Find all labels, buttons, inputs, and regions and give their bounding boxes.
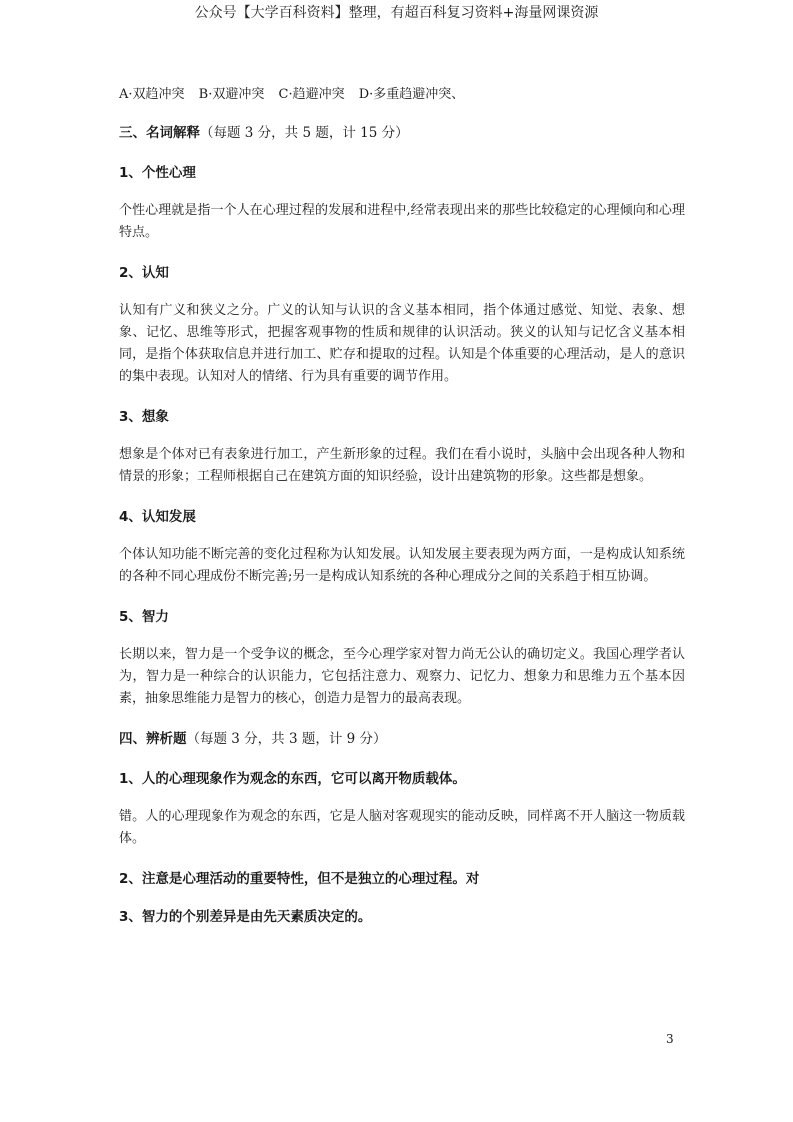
section-4-heading <box>119 728 685 750</box>
term-definition: 认知有广义和狭义之分。广义的认知与认识的含义基本相同，指个体通过感觉、知觉、表象、想象、记忆、思维等形式，把握客观事物的性质和规律的认识活动。狭义的认知与记忆含义基本相同，是指个体获取信息并进行加工、贮存和提取的过程。认知是个体重要的心理活动，是人的意识的集中表现。认知对人的情绪、行为具有重要的调节作用。 <box>119 303 685 384</box>
term-definition: 想象是个体对已有表象进行加工，产生新形象的过程。我们在看小说时，头脑中会出现各种人物和情景的形象；工程师根据自己在建筑方面的知识经验，设计出建筑物的形象。这些都是想象。 <box>119 447 685 484</box>
section-3-note: （每题 3 分，共 5 题，计 15 分） <box>200 125 409 141</box>
question-3: 3、智力的个别差异是由先天素质决定的。 <box>119 909 372 925</box>
answer-options <box>119 84 685 106</box>
page-header: 公众号【大学百科资料】整理，有超百科复习资料+海量网课资源 <box>194 5 599 21</box>
section-4-title: 四、辨析题 <box>119 731 187 747</box>
option-b: B·双避冲突 <box>198 87 265 102</box>
answer-1: 错。人的心理现象作为观念的东西，它是人脑对客观现实的能动反映，同样离不开人脑这一物质载体。 <box>119 809 685 846</box>
term-heading: 1、个性心理 <box>119 165 196 181</box>
term-definition: 个性心理就是指一个人在心理过程的发展和进程中,经常表现出来的那些比较稳定的心理倾向和心理特点。 <box>119 203 685 240</box>
section-3-title: 三、名词解释 <box>119 125 200 141</box>
question-2: 2、注意是心理活动的重要特性，但不是独立的心理过程。对 <box>119 871 480 887</box>
term-heading: 4、认知发展 <box>119 509 196 525</box>
option-c: C·趋避冲突 <box>278 87 345 102</box>
page-number: 3 <box>666 1032 674 1046</box>
term-heading: 3、想象 <box>119 409 169 425</box>
document-body <box>119 84 685 944</box>
term-definition: 个体认知功能不断完善的变化过程称为认知发展。认知发展主要表现为两方面，一是构成认知系统的各种不同心理成份不断完善;另一是构成认知系统的各种心理成分之间的关系趋于相互协调。 <box>119 547 685 584</box>
section-3-heading <box>119 122 685 144</box>
question-1: 1、人的心理现象作为观念的东西，它可以离开物质载体。 <box>119 771 466 787</box>
term-heading: 5、智力 <box>119 609 169 625</box>
option-a: A·双趋冲突 <box>119 87 185 102</box>
term-definition: 长期以来，智力是一个受争议的概念，至今心理学家对智力尚无公认的确切定义。我国心理学者认为，智力是一种综合的认识能力，它包括注意力、观察力、记忆力、想象力和思维力五个基本因素，抽象思维能力是智力的核心，创造力是智力的最高表现。 <box>119 647 685 706</box>
option-d: D·多重趋避冲突、 <box>358 87 465 102</box>
term-heading: 2、认知 <box>119 265 169 281</box>
section-4-note: （每题 3 分，共 3 题，计 9 分） <box>186 731 387 747</box>
